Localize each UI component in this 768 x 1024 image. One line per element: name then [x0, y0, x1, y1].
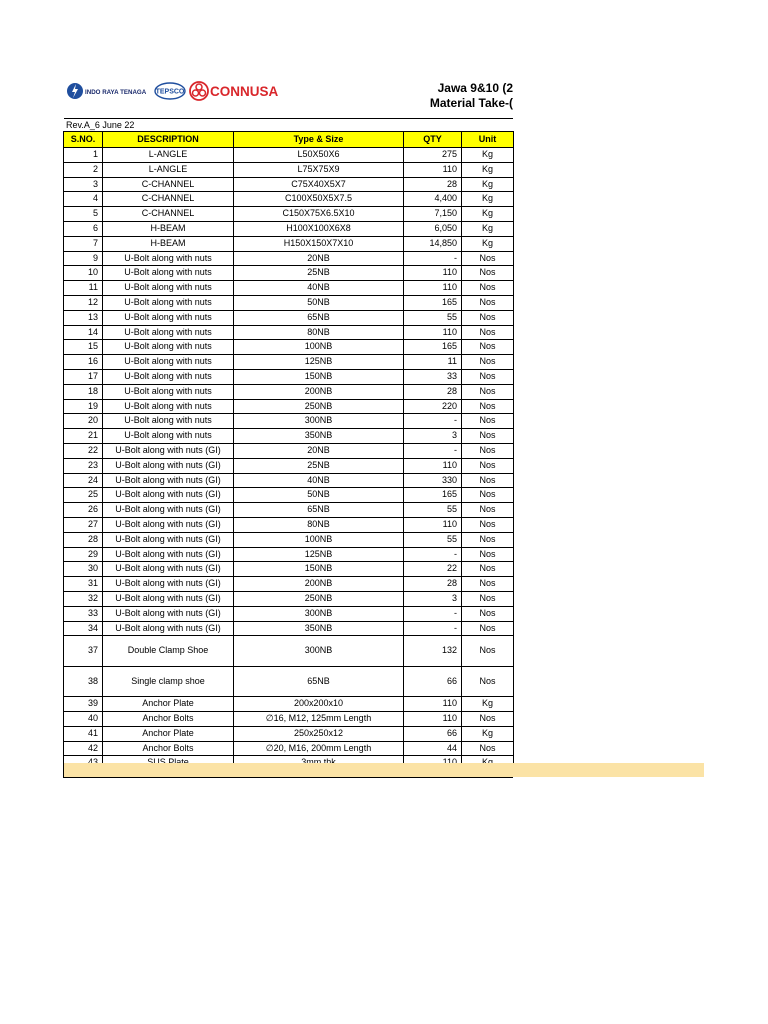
cell-description: U-Bolt along with nuts (GI) [103, 606, 234, 621]
cell-description: L-ANGLE [103, 148, 234, 163]
cell-type-size: 100NB [234, 340, 404, 355]
cell-qty: - [404, 621, 462, 636]
table-row [64, 532, 514, 547]
cell-type-size: 200NB [234, 577, 404, 592]
column-header-sno: S.NO. [64, 132, 103, 148]
cell-qty: - [404, 606, 462, 621]
column-header-qty: QTY [404, 132, 462, 148]
cell-sno: 5 [64, 207, 103, 222]
cell-sno: 41 [64, 726, 103, 741]
cell-type-size: 250NB [234, 591, 404, 606]
cell-type-size: 150NB [234, 562, 404, 577]
table-row [64, 503, 514, 518]
brand2-text: TEPSCO [155, 88, 185, 96]
cell-unit: Kg [462, 697, 514, 712]
cell-unit: Kg [462, 162, 514, 177]
cell-unit: Nos [462, 281, 514, 296]
cell-sno: 30 [64, 562, 103, 577]
cell-sno: 1 [64, 148, 103, 163]
cell-sno: 40 [64, 712, 103, 727]
cell-description: U-Bolt along with nuts (GI) [103, 577, 234, 592]
cell-description: L-ANGLE [103, 162, 234, 177]
cell-qty: 28 [404, 577, 462, 592]
cell-sno: 20 [64, 414, 103, 429]
cell-sno: 24 [64, 473, 103, 488]
cell-qty: 44 [404, 741, 462, 756]
table-row [64, 726, 514, 741]
table-row [64, 221, 514, 236]
cell-unit: Nos [462, 547, 514, 562]
cell-sno: 10 [64, 266, 103, 281]
cell-type-size: ∅16, M12, 125mm Length [234, 712, 404, 727]
material-takeoff-table [63, 131, 514, 771]
cell-sno: 31 [64, 577, 103, 592]
table-row [64, 251, 514, 266]
footer-band [63, 763, 704, 777]
table-row [64, 547, 514, 562]
indo-raya-tenaga-logo [67, 83, 147, 99]
table-row [64, 266, 514, 281]
cell-sno: 4 [64, 192, 103, 207]
table-row [64, 177, 514, 192]
cell-sno: 23 [64, 458, 103, 473]
cell-unit: Nos [462, 606, 514, 621]
cell-qty: - [404, 414, 462, 429]
table-row [64, 384, 514, 399]
cell-unit: Nos [462, 384, 514, 399]
cell-sno: 39 [64, 697, 103, 712]
cell-type-size: 50NB [234, 488, 404, 503]
cell-sno: 42 [64, 741, 103, 756]
cell-sno: 3 [64, 177, 103, 192]
cell-qty: 3 [404, 591, 462, 606]
cell-sno: 2 [64, 162, 103, 177]
cell-qty: 28 [404, 177, 462, 192]
document-subtitle: Material Take-( [429, 96, 513, 110]
cell-unit: Nos [462, 666, 514, 697]
cell-qty: 110 [404, 517, 462, 532]
cell-qty: 66 [404, 726, 462, 741]
cell-unit: Nos [462, 636, 514, 667]
cell-unit: Nos [462, 443, 514, 458]
cell-sno: 14 [64, 325, 103, 340]
cell-qty: 110 [404, 281, 462, 296]
table-row [64, 473, 514, 488]
cell-type-size: 200x200x10 [234, 697, 404, 712]
table-row [64, 591, 514, 606]
cell-sno: 19 [64, 399, 103, 414]
cell-qty: 110 [404, 162, 462, 177]
cell-description: C-CHANNEL [103, 207, 234, 222]
column-header-type-size: Type & Size [234, 132, 404, 148]
table-row [64, 399, 514, 414]
table-row [64, 621, 514, 636]
cell-description: U-Bolt along with nuts (GI) [103, 532, 234, 547]
cell-unit: Nos [462, 429, 514, 444]
cell-type-size: L75X75X9 [234, 162, 404, 177]
cell-unit: Nos [462, 458, 514, 473]
table-row [64, 666, 514, 697]
footer-bottom-border [63, 777, 513, 778]
cell-description: U-Bolt along with nuts (GI) [103, 473, 234, 488]
cell-description: C-CHANNEL [103, 177, 234, 192]
cell-description: H-BEAM [103, 221, 234, 236]
table-row [64, 577, 514, 592]
table-row [64, 606, 514, 621]
cell-qty: 66 [404, 666, 462, 697]
cell-description: U-Bolt along with nuts [103, 340, 234, 355]
cell-description: U-Bolt along with nuts (GI) [103, 517, 234, 532]
cell-unit: Nos [462, 473, 514, 488]
cell-unit: Nos [462, 266, 514, 281]
cell-qty: 330 [404, 473, 462, 488]
table-row [64, 340, 514, 355]
cell-type-size: 300NB [234, 636, 404, 667]
cell-type-size: 150NB [234, 369, 404, 384]
cell-unit: Nos [462, 741, 514, 756]
cell-qty: 110 [404, 325, 462, 340]
cell-description: U-Bolt along with nuts (GI) [103, 488, 234, 503]
cell-description: U-Bolt along with nuts [103, 251, 234, 266]
cell-qty: 3 [404, 429, 462, 444]
cell-description: U-Bolt along with nuts [103, 429, 234, 444]
cell-type-size: 80NB [234, 325, 404, 340]
cell-type-size: ∅20, M16, 200mm Length [234, 741, 404, 756]
cell-description: U-Bolt along with nuts [103, 369, 234, 384]
cell-description: U-Bolt along with nuts [103, 295, 234, 310]
table-row [64, 236, 514, 251]
cell-type-size: 300NB [234, 606, 404, 621]
table-row [64, 697, 514, 712]
cell-type-size: 250NB [234, 399, 404, 414]
table-row [64, 414, 514, 429]
table-row [64, 741, 514, 756]
cell-type-size: 50NB [234, 295, 404, 310]
cell-description: Single clamp shoe [103, 666, 234, 697]
cell-unit: Kg [462, 207, 514, 222]
cell-unit: Nos [462, 503, 514, 518]
cell-description: U-Bolt along with nuts [103, 399, 234, 414]
cell-type-size: 80NB [234, 517, 404, 532]
cell-qty: - [404, 443, 462, 458]
cell-type-size: 65NB [234, 310, 404, 325]
cell-sno: 21 [64, 429, 103, 444]
cell-type-size: 100NB [234, 532, 404, 547]
cell-sno: 7 [64, 236, 103, 251]
cell-qty: - [404, 547, 462, 562]
footer-left-border [63, 763, 64, 777]
cell-type-size: 250x250x12 [234, 726, 404, 741]
cell-sno: 27 [64, 517, 103, 532]
cell-unit: Nos [462, 562, 514, 577]
cell-unit: Nos [462, 577, 514, 592]
table-row [64, 192, 514, 207]
column-header-unit: Unit [462, 132, 514, 148]
cell-description: U-Bolt along with nuts [103, 384, 234, 399]
table-row [64, 310, 514, 325]
cell-qty: 6,050 [404, 221, 462, 236]
tepsco-logo [155, 83, 185, 99]
cell-type-size: 65NB [234, 503, 404, 518]
cell-sno: 29 [64, 547, 103, 562]
cell-type-size: 20NB [234, 251, 404, 266]
cell-type-size: 125NB [234, 355, 404, 370]
cell-qty: 33 [404, 369, 462, 384]
cell-description: U-Bolt along with nuts (GI) [103, 503, 234, 518]
table-row [64, 207, 514, 222]
cell-type-size: 65NB [234, 666, 404, 697]
cell-sno: 18 [64, 384, 103, 399]
table-row [64, 295, 514, 310]
table-header-row [64, 132, 514, 148]
table-row [64, 517, 514, 532]
cell-sno: 37 [64, 636, 103, 667]
table-row [64, 712, 514, 727]
cell-description: U-Bolt along with nuts (GI) [103, 458, 234, 473]
cell-qty: 55 [404, 503, 462, 518]
cell-unit: Nos [462, 399, 514, 414]
cell-qty: - [404, 251, 462, 266]
cell-qty: 132 [404, 636, 462, 667]
cell-description: U-Bolt along with nuts [103, 414, 234, 429]
column-header-description: DESCRIPTION [103, 132, 234, 148]
cell-type-size: 200NB [234, 384, 404, 399]
cell-unit: Nos [462, 369, 514, 384]
cell-unit: Nos [462, 532, 514, 547]
cell-type-size: C100X50X5X7.5 [234, 192, 404, 207]
cell-qty: 275 [404, 148, 462, 163]
cell-type-size: 25NB [234, 458, 404, 473]
cell-qty: 110 [404, 266, 462, 281]
cell-description: U-Bolt along with nuts [103, 310, 234, 325]
cell-description: U-Bolt along with nuts [103, 325, 234, 340]
cell-qty: 110 [404, 712, 462, 727]
cell-description: U-Bolt along with nuts (GI) [103, 591, 234, 606]
cell-sno: 26 [64, 503, 103, 518]
cell-unit: Nos [462, 310, 514, 325]
cell-type-size: L50X50X6 [234, 148, 404, 163]
cell-unit: Nos [462, 340, 514, 355]
cell-description: U-Bolt along with nuts (GI) [103, 562, 234, 577]
cell-sno: 22 [64, 443, 103, 458]
cell-qty: 14,850 [404, 236, 462, 251]
cell-description: Anchor Plate [103, 697, 234, 712]
table-row [64, 636, 514, 667]
cell-unit: Kg [462, 192, 514, 207]
cell-description: C-CHANNEL [103, 192, 234, 207]
cell-sno: 32 [64, 591, 103, 606]
cell-type-size: C75X40X5X7 [234, 177, 404, 192]
cell-qty: 110 [404, 697, 462, 712]
cell-description: U-Bolt along with nuts (GI) [103, 621, 234, 636]
cell-sno: 28 [64, 532, 103, 547]
cell-description: Anchor Bolts [103, 741, 234, 756]
cell-type-size: 350NB [234, 621, 404, 636]
cell-sno: 12 [64, 295, 103, 310]
table-row [64, 281, 514, 296]
table-row [64, 443, 514, 458]
cell-description: Double Clamp Shoe [103, 636, 234, 667]
cell-qty: 11 [404, 355, 462, 370]
brand3-text: CONNUSA [210, 84, 279, 99]
cell-unit: Nos [462, 414, 514, 429]
cell-unit: Kg [462, 148, 514, 163]
cell-qty: 4,400 [404, 192, 462, 207]
cell-unit: Nos [462, 251, 514, 266]
cell-qty: 165 [404, 488, 462, 503]
cell-type-size: 40NB [234, 281, 404, 296]
cell-description: U-Bolt along with nuts (GI) [103, 443, 234, 458]
cell-qty: 55 [404, 310, 462, 325]
cell-description: U-Bolt along with nuts (GI) [103, 547, 234, 562]
cell-sno: 6 [64, 221, 103, 236]
table-row [64, 562, 514, 577]
connusa-logo [190, 82, 279, 100]
cell-unit: Nos [462, 621, 514, 636]
cell-sno: 11 [64, 281, 103, 296]
table-row [64, 325, 514, 340]
cell-qty: 28 [404, 384, 462, 399]
cell-sno: 15 [64, 340, 103, 355]
cell-sno: 25 [64, 488, 103, 503]
cell-unit: Kg [462, 221, 514, 236]
table-row [64, 458, 514, 473]
cell-sno: 38 [64, 666, 103, 697]
cell-description: U-Bolt along with nuts [103, 281, 234, 296]
table-row [64, 429, 514, 444]
cell-unit: Kg [462, 726, 514, 741]
cell-unit: Nos [462, 355, 514, 370]
table-row [64, 355, 514, 370]
cell-qty: 110 [404, 458, 462, 473]
cell-description: H-BEAM [103, 236, 234, 251]
cell-sno: 34 [64, 621, 103, 636]
cell-type-size: 25NB [234, 266, 404, 281]
cell-description: U-Bolt along with nuts [103, 266, 234, 281]
cell-description: Anchor Plate [103, 726, 234, 741]
cell-qty: 7,150 [404, 207, 462, 222]
cell-sno: 33 [64, 606, 103, 621]
cell-unit: Nos [462, 325, 514, 340]
cell-qty: 165 [404, 340, 462, 355]
cell-unit: Nos [462, 517, 514, 532]
document-title: Jawa 9&10 (2 [437, 81, 513, 95]
cell-sno: 16 [64, 355, 103, 370]
table-body [64, 148, 514, 771]
cell-qty: 55 [404, 532, 462, 547]
cell-unit: Kg [462, 236, 514, 251]
brand1-text: INDO RAYA TENAGA [85, 89, 147, 96]
cell-sno: 9 [64, 251, 103, 266]
cell-type-size: H150X150X7X10 [234, 236, 404, 251]
cell-unit: Kg [462, 177, 514, 192]
table-row [64, 369, 514, 384]
cell-type-size: 20NB [234, 443, 404, 458]
cell-type-size: 350NB [234, 429, 404, 444]
cell-qty: 22 [404, 562, 462, 577]
cell-qty: 220 [404, 399, 462, 414]
cell-description: U-Bolt along with nuts [103, 355, 234, 370]
cell-type-size: C150X75X6.5X10 [234, 207, 404, 222]
revision-label: Rev.A_6 June 22 [64, 118, 513, 130]
cell-type-size: H100X100X6X8 [234, 221, 404, 236]
cell-sno: 13 [64, 310, 103, 325]
cell-sno: 17 [64, 369, 103, 384]
cell-type-size: 125NB [234, 547, 404, 562]
cell-unit: Nos [462, 295, 514, 310]
cell-type-size: 300NB [234, 414, 404, 429]
cell-unit: Nos [462, 712, 514, 727]
cell-type-size: 40NB [234, 473, 404, 488]
cell-description: Anchor Bolts [103, 712, 234, 727]
cell-unit: Nos [462, 488, 514, 503]
company-logos [66, 78, 286, 104]
table-row [64, 488, 514, 503]
table-row [64, 148, 514, 163]
cell-unit: Nos [462, 591, 514, 606]
cell-qty: 165 [404, 295, 462, 310]
table-row [64, 162, 514, 177]
